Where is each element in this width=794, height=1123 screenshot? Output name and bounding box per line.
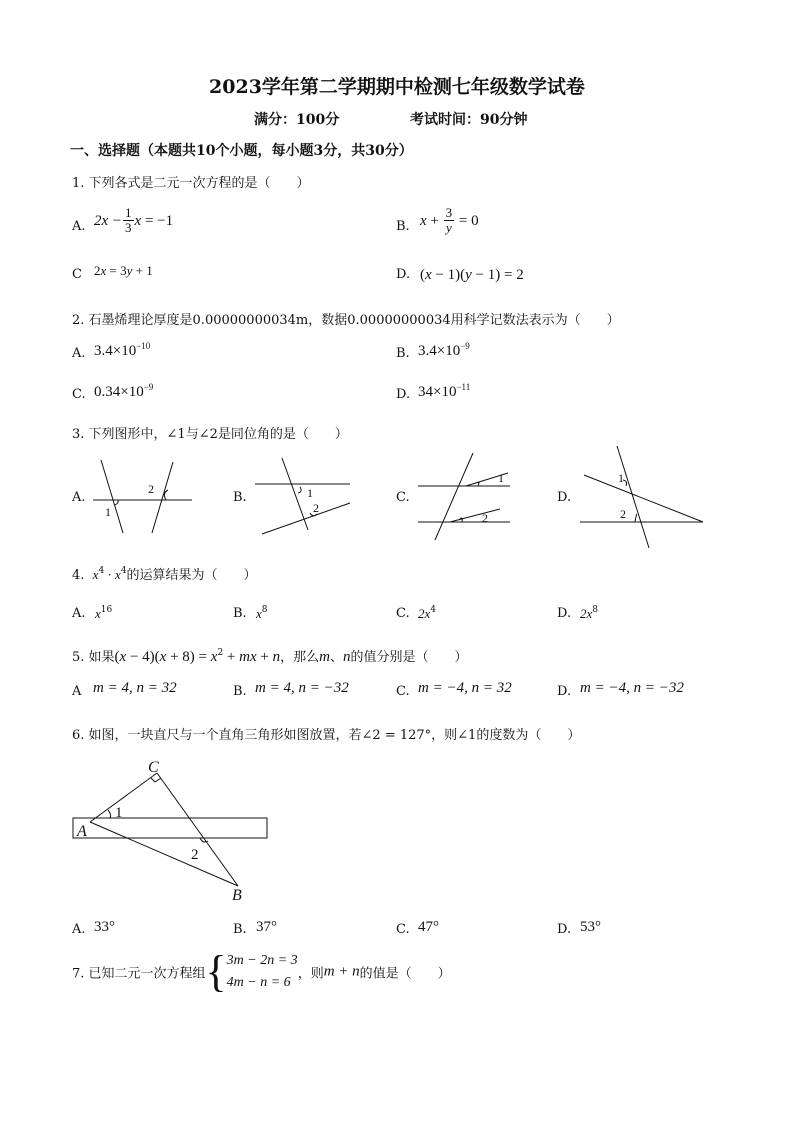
q3-option-b-letter[interactable]: B. bbox=[233, 490, 247, 505]
q5-option-a-value: m = 4, n = 32 bbox=[93, 680, 177, 696]
q3-b-label-1: 1 bbox=[307, 486, 313, 500]
q6-label-1: 1 bbox=[115, 805, 123, 821]
q2-option-c-value: $0.34\times 10^{-9}$ bbox=[94, 382, 154, 400]
q7-equation-2: 4m − n = 6 bbox=[226, 975, 291, 990]
q4-option-a-value: $x^{16}$ bbox=[95, 605, 113, 621]
q7-stem: 7. 已知二元一次方程组{ 3m − 2n = 3 4m − n = 6 ，则m + n的值是（ ） bbox=[72, 947, 451, 996]
q6-stem: 6. 如图，一块直尺与一个直角三角形如图放置，若∠2 = 127°，则∠1的度数为（ ） bbox=[72, 728, 581, 743]
q6-option-d-letter[interactable]: D. bbox=[557, 922, 572, 937]
q2-option-c-letter[interactable]: C. bbox=[72, 387, 86, 402]
q4-stem: 4. $x^4 \cdot x^4$的运算结果为（ ） bbox=[72, 566, 257, 583]
q4-option-d-value: $2x^8$ bbox=[580, 605, 599, 621]
q3-a-label-2: 2 bbox=[148, 482, 154, 496]
q6-option-c-value: 47° bbox=[418, 919, 439, 935]
q1-option-a-letter[interactable]: A. bbox=[72, 219, 86, 234]
q2-option-b-value: $3.4\times 10^{-9}$ bbox=[418, 341, 470, 359]
q3-figure-a bbox=[93, 460, 192, 533]
q4-option-c-value: $2x^4$ bbox=[418, 605, 437, 621]
q2-option-b-letter[interactable]: B. bbox=[396, 346, 410, 361]
q3-a-label-1: 1 bbox=[105, 505, 111, 519]
q5-option-d-letter[interactable]: D. bbox=[557, 684, 572, 699]
page-title: 2023学年第二学期期中检测七年级数学试卷 bbox=[209, 76, 585, 98]
q6-option-c-letter[interactable]: C. bbox=[396, 922, 410, 937]
q6-angle-1-arc bbox=[108, 810, 111, 818]
q1-stem: 1. 下列各式是二元一次方程的是（ ） bbox=[72, 176, 310, 191]
q7-equation-1: 3m − 2n = 3 bbox=[226, 953, 298, 968]
q4-option-b-value: $x^8$ bbox=[256, 605, 268, 621]
q2-option-a-value: $3.4\times 10^{-10}$ bbox=[94, 341, 151, 359]
q3-option-a-letter[interactable]: A. bbox=[72, 490, 86, 505]
q2-option-d-value: $34\times 10^{-11}$ bbox=[418, 382, 471, 400]
q3-figure-b bbox=[255, 458, 350, 534]
q5-option-c-letter[interactable]: C. bbox=[396, 684, 410, 699]
q1-option-a-expression: 2x − $\frac{1}{3}$ x = −1 bbox=[94, 205, 174, 235]
q6-figure bbox=[60, 752, 290, 907]
q6-ruler bbox=[73, 818, 267, 838]
q6-label-2: 2 bbox=[191, 847, 199, 863]
q1-option-c-letter[interactable]: C bbox=[72, 267, 82, 282]
q6-option-d-value: 53° bbox=[580, 919, 601, 935]
q5-option-d-value: m = −4, n = −32 bbox=[580, 680, 684, 696]
q3-figure-c bbox=[418, 453, 510, 540]
q3-c-label-1: 1 bbox=[498, 471, 504, 485]
q6-right-angle-mark bbox=[151, 778, 161, 782]
q1-option-c-expression: 2x = 3y + 1 bbox=[94, 263, 153, 278]
q6-option-b-letter[interactable]: B. bbox=[233, 922, 247, 937]
q3-figure-d bbox=[580, 446, 703, 548]
q6-side-ab bbox=[90, 822, 238, 886]
q3-b-label-2: 2 bbox=[313, 501, 319, 515]
q2-stem: 2. 石墨烯理论厚度是0.00000000034m，数据0.00000000034用科学记数法表示为（ ） bbox=[72, 313, 620, 328]
q1-option-b-letter[interactable]: B. bbox=[396, 219, 410, 234]
q4-option-b-letter[interactable]: B. bbox=[233, 606, 247, 621]
q3-option-c-letter[interactable]: C. bbox=[396, 490, 410, 505]
q4-option-d-letter[interactable]: D. bbox=[557, 606, 572, 621]
section-heading: 一、选择题（本题共10个小题，每小题3分，共30分） bbox=[70, 143, 413, 159]
q6-option-a-value: 33° bbox=[94, 919, 115, 935]
q5-stem: 5. 如果$(x - 4)(x + 8) = x^2$ + mx + n，那么m、n的值分别是（ ） bbox=[72, 648, 468, 665]
q4-option-a-letter[interactable]: A. bbox=[72, 606, 86, 621]
q6-option-a-letter[interactable]: A. bbox=[72, 922, 86, 937]
q1-option-d-expression: (x − 1)(y − 1) = 2 bbox=[420, 267, 524, 283]
exam-time: 考试时间：90分钟 bbox=[410, 112, 528, 128]
q6-side-ac bbox=[90, 773, 157, 822]
q5-option-a-letter[interactable]: A bbox=[72, 684, 82, 699]
q6-label-c: C bbox=[148, 759, 159, 776]
q3-d-label-2: 2 bbox=[620, 507, 626, 521]
q6-label-b: B bbox=[232, 887, 242, 904]
q6-side-cb bbox=[157, 773, 238, 886]
q5-option-c-value: m = −4, n = 32 bbox=[418, 680, 512, 696]
q3-c-label-2: 2 bbox=[482, 511, 488, 525]
q5-option-b-letter[interactable]: B. bbox=[233, 684, 247, 699]
q1-option-b-expression: x + $\frac{3}{y}$ = 0 bbox=[420, 205, 479, 235]
q3-d-label-1: 1 bbox=[618, 471, 624, 485]
q1-option-d-letter[interactable]: D. bbox=[396, 267, 411, 282]
q6-option-b-value: 37° bbox=[256, 919, 277, 935]
q5-option-b-value: m = 4, n = −32 bbox=[255, 680, 349, 696]
q3-option-d-letter[interactable]: D. bbox=[557, 490, 572, 505]
q3-stem: 3. 下列图形中，∠1与∠2是同位角的是（ ） bbox=[72, 427, 348, 442]
q4-option-c-letter[interactable]: C. bbox=[396, 606, 410, 621]
q2-option-a-letter[interactable]: A. bbox=[72, 346, 86, 361]
full-score: 满分：100分 bbox=[254, 112, 340, 128]
q2-option-d-letter[interactable]: D. bbox=[396, 387, 411, 402]
q6-label-a: A bbox=[77, 823, 87, 840]
